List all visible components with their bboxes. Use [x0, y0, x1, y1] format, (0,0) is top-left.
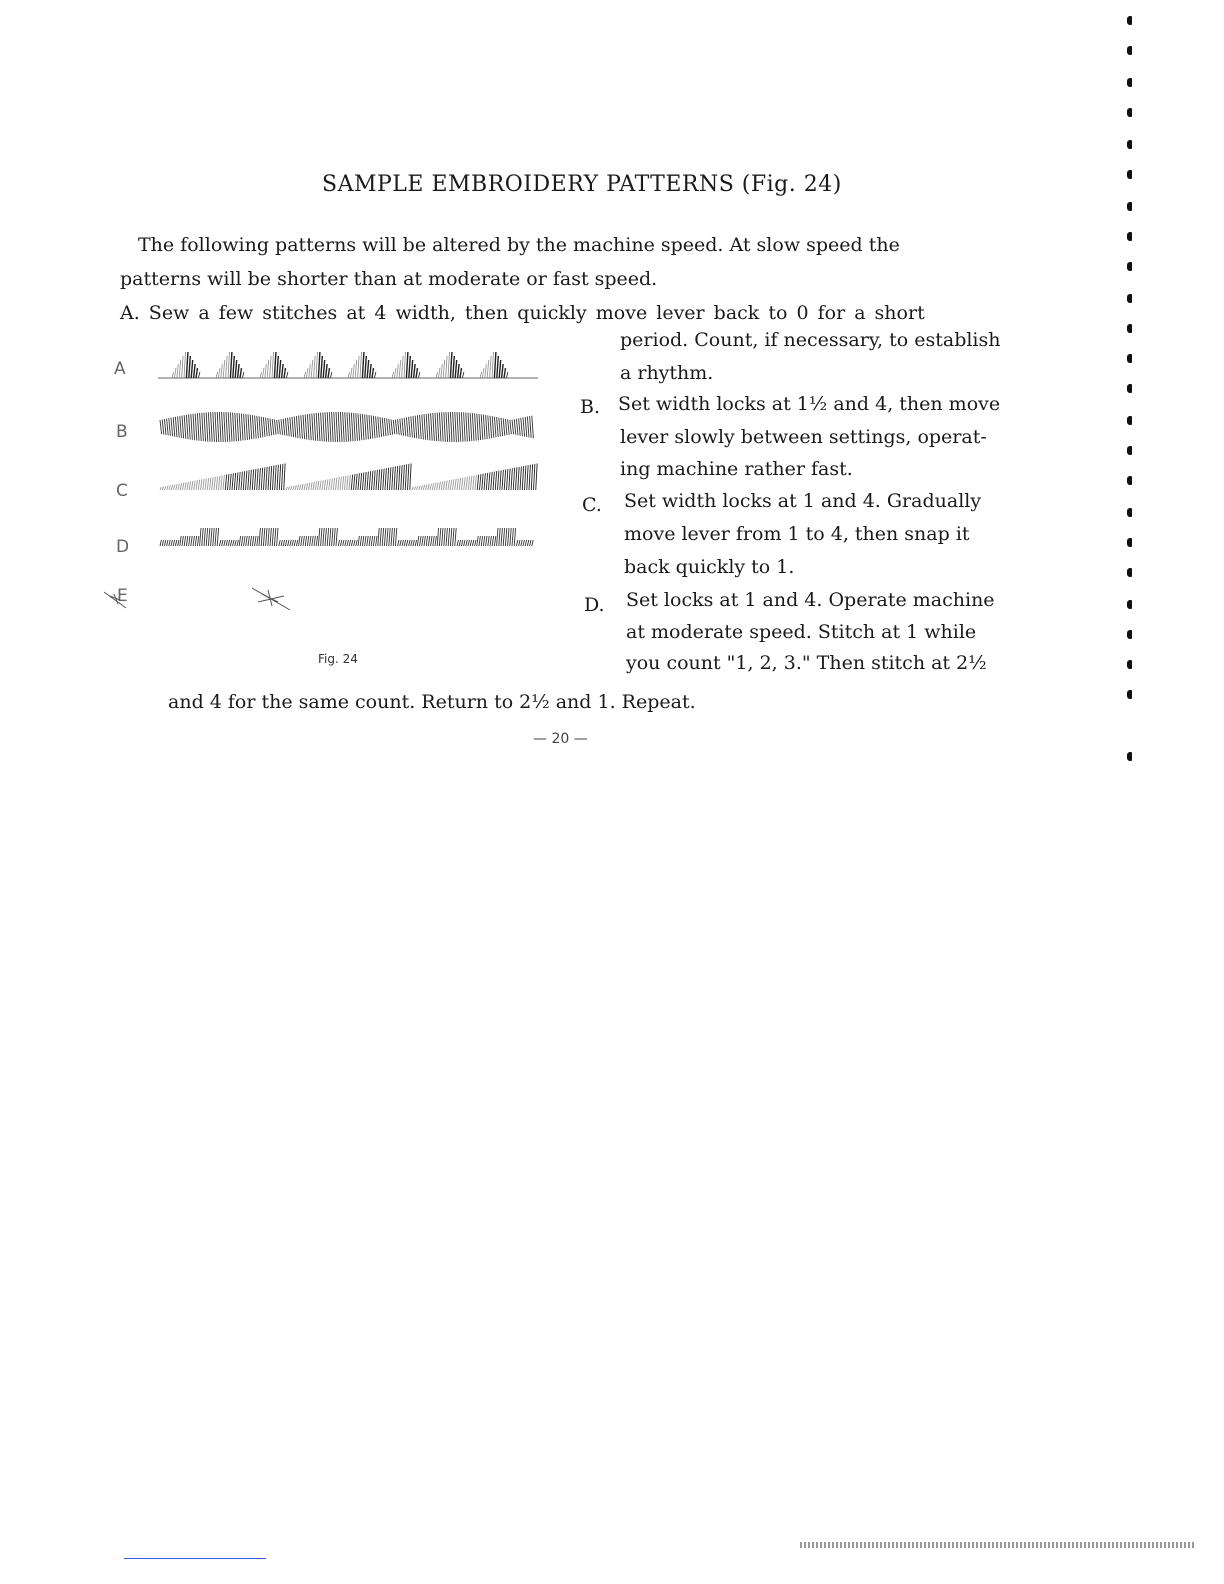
bottom-left-rule	[124, 1558, 266, 1559]
binding-hole	[1127, 660, 1132, 669]
stitch-pattern-c	[158, 462, 538, 496]
section-d-line-4: and 4 for the same count. Return to 2½ and 1. Repeat.	[168, 691, 696, 713]
figure-label-b: B	[116, 422, 128, 442]
page-title: SAMPLE EMBROIDERY PATTERNS (Fig. 24)	[322, 172, 842, 197]
binding-hole	[1127, 202, 1132, 211]
binding-hole	[1127, 16, 1132, 25]
binding-hole	[1127, 568, 1132, 577]
section-a-line-3: a rhythm.	[620, 362, 714, 384]
binding-hole	[1127, 78, 1132, 87]
section-d-line-1: Set locks at 1 and 4. Operate machine	[626, 589, 995, 611]
binding-hole	[1127, 46, 1132, 55]
figure-label-e: E	[117, 586, 128, 606]
page-number: — 20 —	[533, 731, 588, 747]
section-b-line-3: ing machine rather fast.	[620, 458, 853, 480]
section-c-letter: C.	[582, 494, 602, 516]
binding-hole	[1127, 508, 1132, 517]
binding-hole	[1127, 416, 1132, 425]
binding-hole	[1127, 354, 1132, 363]
binding-hole	[1127, 324, 1132, 333]
figure-label-d: D	[116, 537, 130, 557]
figure-caption: Fig. 24	[318, 652, 358, 666]
section-c-line-1: Set width locks at 1 and 4. Gradually	[624, 490, 982, 512]
binding-hole	[1127, 630, 1132, 639]
figure-label-a: A	[114, 359, 126, 379]
section-b-line-2: lever slowly between settings, operat-	[620, 426, 987, 448]
stitch-pattern-b	[158, 410, 538, 444]
bottom-right-scan-edge	[800, 1542, 1196, 1548]
binding-hole	[1127, 140, 1132, 149]
stitch-pattern-d	[158, 524, 538, 552]
section-c-line-3: back quickly to 1.	[624, 556, 795, 578]
intro-line-2: patterns will be shorter than at moderate or fast speed.	[120, 268, 658, 290]
binding-hole	[1127, 752, 1132, 761]
binding-hole	[1127, 538, 1132, 547]
stitch-pattern-a	[158, 348, 538, 382]
binding-hole	[1127, 294, 1132, 303]
section-b-letter: B.	[580, 396, 601, 418]
binding-hole	[1127, 384, 1132, 393]
binding-hole	[1127, 232, 1132, 241]
section-b-line-1: Set width locks at 1½ and 4, then move	[618, 393, 1001, 415]
section-d-line-2: at moderate speed. Stitch at 1 while	[626, 621, 977, 643]
binding-hole	[1127, 262, 1132, 271]
binding-hole	[1127, 600, 1132, 609]
binding-hole	[1127, 476, 1132, 485]
section-a-line-1: A. Sew a few stitches at 4 width, then quickly move lever back to 0 for a short	[120, 302, 925, 324]
binding-hole	[1127, 446, 1132, 455]
intro-line-1: The following patterns will be altered by the machine speed. At slow speed the	[138, 234, 900, 256]
figure-label-c: C	[116, 481, 128, 501]
section-c-line-2: move lever from 1 to 4, then snap it	[624, 523, 970, 545]
stitch-pattern-e	[158, 580, 538, 620]
binding-hole	[1127, 108, 1132, 117]
binding-hole	[1127, 690, 1132, 699]
binding-hole	[1127, 170, 1132, 179]
section-d-line-3: you count "1, 2, 3." Then stitch at 2½	[626, 652, 987, 674]
section-d-letter: D.	[584, 594, 605, 616]
section-a-line-2: period. Count, if necessary, to establish	[620, 329, 1001, 351]
